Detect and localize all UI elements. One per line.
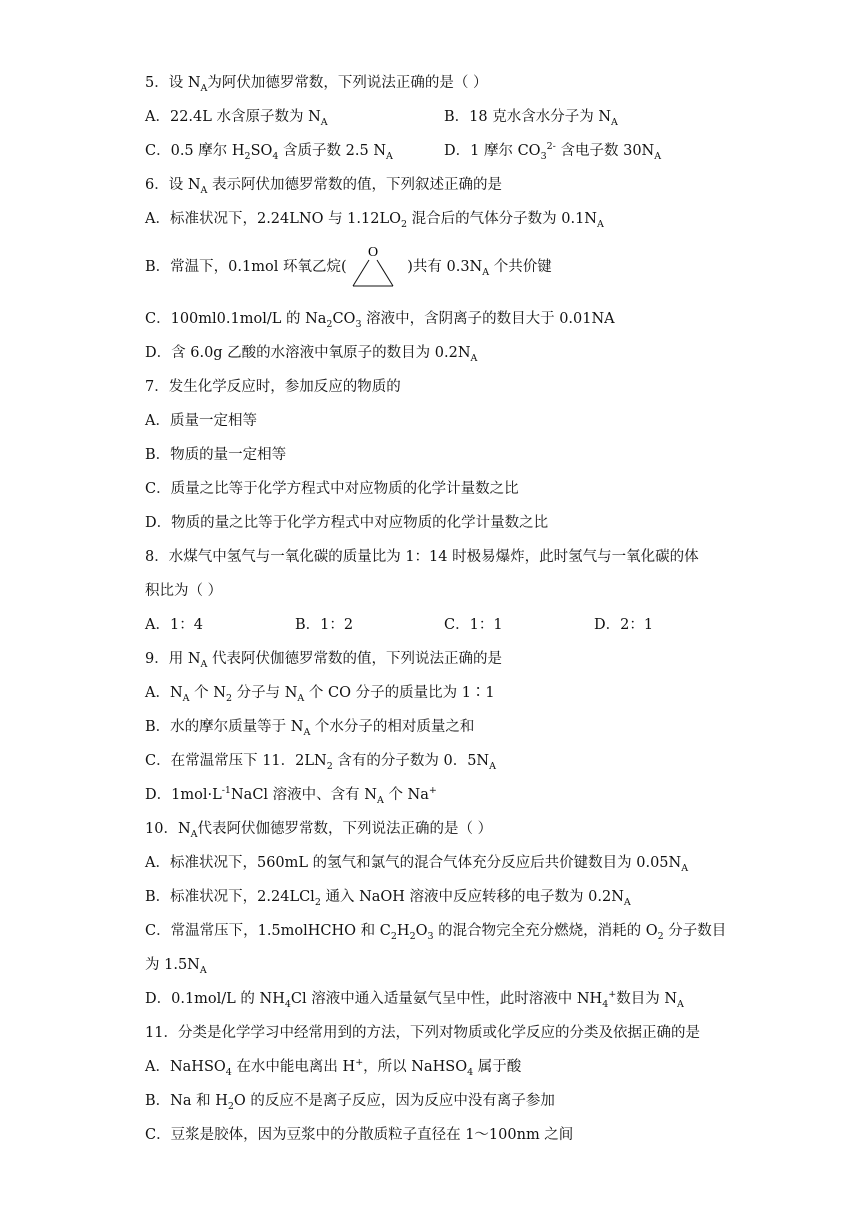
q8-option-c: C．1：1 <box>444 617 503 633</box>
q7-option-d: D．物质的量之比等于化学方程式中对应物质的化学计量数之比 <box>145 515 549 531</box>
q5-stem: 5．设 $N_A$为阿伏加德罗常数，下列说法正确的是（ ） <box>145 75 488 94</box>
q7-option-b: B．物质的量一定相等 <box>145 447 287 463</box>
q9-option-b: B．水的摩尔质量等于 $N_A$ 个水分子的相对质量之和 <box>145 719 475 738</box>
q11-option-b: B．Na 和 $H_2O$ 的反应不是离子反应，因为反应中没有离子参加 <box>145 1093 555 1112</box>
svg-text:O: O <box>367 245 378 260</box>
q11-option-a: A．NaHSO$_4$ 在水中能电离出 H+，所以 NaHSO$_4$ 属于酸 <box>145 1057 522 1078</box>
q8-option-a: A．1：4 <box>145 617 203 633</box>
q8-stem-line1: 8．水煤气中氢气与一氧化碳的质量比为 1：14 时极易爆炸，此时氢气与一氧化碳的体 <box>145 549 699 565</box>
q11-stem: 11．分类是化学学习中经常用到的方法，下列对物质或化学反应的分类及依据正确的是 <box>145 1025 700 1041</box>
q6-stem: 6．设 $N_A$ 表示阿伏加德罗常数的值，下列叙述正确的是 <box>145 177 503 196</box>
q6-option-d: D．含 6.0g 乙酸的水溶液中氧原子的数目为 $0.2N_A$ <box>145 345 478 364</box>
q6-option-b: B．常温下，0.1mol 环氧乙烷( O )共有 $0.3N_A$ 个共价键 <box>145 244 552 290</box>
q9-stem: 9．用 $N_A$ 代表阿伏伽德罗常数的值，下列说法正确的是 <box>145 651 503 670</box>
q9-option-c: C．在常温常压下 11．$2LN_2$ 含有的分子数为 0．$5N_A$ <box>145 753 496 772</box>
q8-option-d: D．2：1 <box>594 617 654 633</box>
q5-option-c: C．0.5 摩尔 $H_2SO_4$ 含质子数 2.5 $N_A$ <box>145 143 393 162</box>
q8-option-b: B．1：2 <box>295 617 354 633</box>
q10-option-a: A．标准状况下，560mL 的氢气和氯气的混合气体充分反应后共价键数目为 $0.05N_A$ <box>145 855 689 874</box>
epoxide-structure-icon <box>349 244 401 290</box>
q5-option-b: B．18 克水含水分子为 $N_A$ <box>444 109 618 128</box>
q8-stem-line2: 积比为（ ） <box>145 583 223 599</box>
q6-option-c: C．100ml0.1mol/L 的 $Na_2CO_3$ 溶液中，含阴离子的数目大于 0.01NA <box>145 311 615 330</box>
q10-option-c-line1: C．常温常压下，1.5molHCHO 和 $C_2H_2O_3$ 的混合物完全充分燃烧，消耗的 $O_2$ 分子数目 <box>145 923 727 942</box>
q6-option-a: A．标准状况下，2.24LNO 与 $1.12LO_2$ 混合后的气体分子数为 $0.1N_A$ <box>145 211 604 230</box>
q9-option-d: D．$1mol\cdot L^{-1}NaCl$ 溶液中、含有 $N_A$ 个 Na+ <box>145 785 437 806</box>
q10-option-b: B．标准状况下，2.24LCl$_2$ 通入 NaOH 溶液中反应转移的电子数为 $0.2N_A$ <box>145 889 631 908</box>
q7-stem: 7．发生化学反应时，参加反应的物质的 <box>145 379 401 395</box>
q10-stem: 10．$N_A$代表阿伏伽德罗常数，下列说法正确的是（ ） <box>145 821 493 840</box>
q10-option-c-line2: 为 $1.5N_A$ <box>145 957 207 976</box>
q7-option-c: C．质量之比等于化学方程式中对应物质的化学计量数之比 <box>145 481 519 497</box>
q5-option-d: D．1 摩尔 $CO_3^{2-}$ 含电子数 $30N_A$ <box>444 141 662 162</box>
q5-option-a: A．22.4L 水含原子数为 $N_A$ <box>145 109 328 128</box>
q7-option-a: A．质量一定相等 <box>145 413 257 429</box>
q10-option-d: D．0.1mol/L 的 $NH_4Cl$ 溶液中通入适量氨气呈中性，此时溶液中 $NH_4^+$数目为 $N_A$ <box>145 989 684 1010</box>
q9-option-a: A．$N_A$ 个 $N_2$ 分子与 $N_A$ 个 CO 分子的质量比为 1∶1 <box>145 685 495 704</box>
q11-option-c: C．豆浆是胶体，因为豆浆中的分散质粒子直径在 1～100nm 之间 <box>145 1127 574 1143</box>
